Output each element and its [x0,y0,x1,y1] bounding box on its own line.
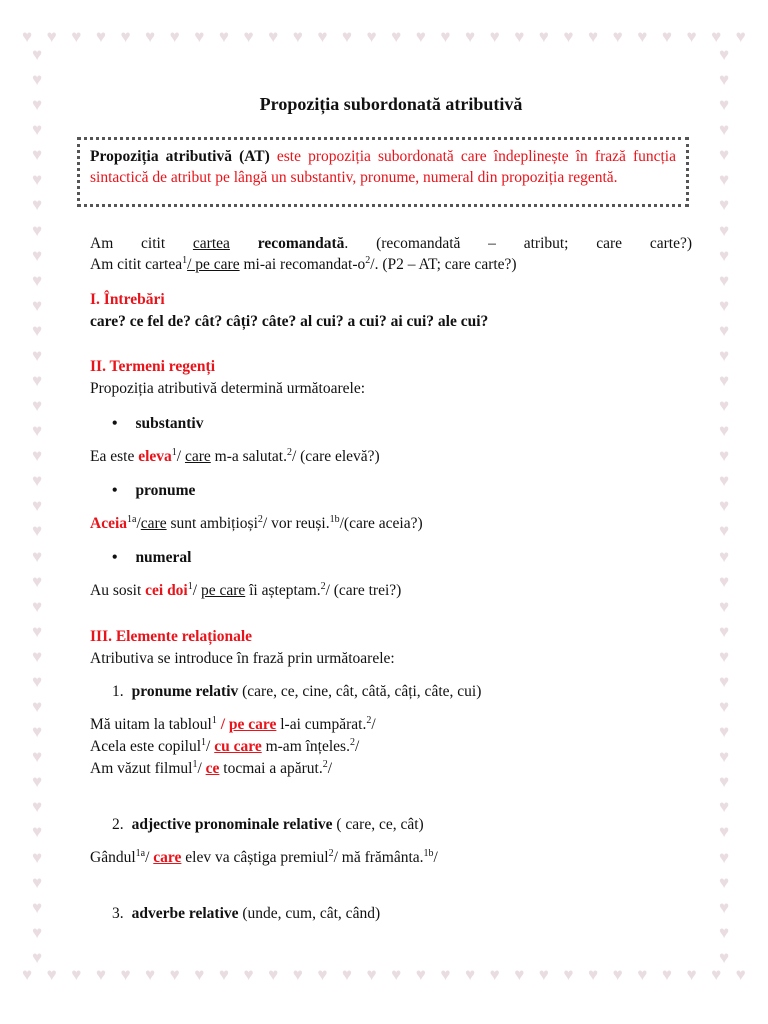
numbered-item-1: 1. pronume relativ (care, ce, cine, cât, câtă, câți, câte, cui) [112,683,482,700]
heart-icon: ♥ [32,546,43,566]
numbered-item-3: 3. adverbe relative (unde, cum, cât, când) [112,905,381,922]
heart-icon: ♥ [32,120,43,140]
heart-icon: ♥ [711,965,722,984]
example-pronume: Aceia$^{1a}$/care sunt ambițioși$^2$/ vor reuși.$^{1b}$/(care aceia?) [90,514,423,532]
heart-icon: ♥ [32,947,43,967]
heart-icon: ♥ [120,965,131,984]
heart-icon: ♥ [637,27,648,46]
heart-icon: ♥ [415,27,426,46]
heart-icon: ♥ [612,27,623,46]
heart-icon: ♥ [218,965,229,984]
heart-icon: ♥ [719,245,730,265]
heart-icon: ♥ [145,965,156,984]
heart-icon: ♥ [46,965,57,984]
heart-icon: ♥ [46,27,57,46]
section-3-intro: Atributiva se introduce în frază prin următoarele: [90,650,395,667]
heart-icon: ♥ [145,27,156,46]
definition-box [77,137,689,207]
heart-icon: ♥ [391,27,402,46]
heart-icon: ♥ [719,872,730,892]
example-numeral: Au sosit cei doi$^1$/ pe care îi așteptam.$^2$/ (care trei?) [90,581,402,599]
heart-icon: ♥ [588,27,599,46]
heart-icon: ♥ [32,747,43,767]
heart-icon: ♥ [32,95,43,115]
heart-border-bottom [22,966,746,983]
heart-icon: ♥ [719,446,730,466]
heart-icon: ♥ [95,965,106,984]
heart-icon: ♥ [341,27,353,46]
heart-icon: ♥ [169,27,180,46]
heart-icon: ♥ [719,421,730,441]
heart-icon: ♥ [22,27,33,46]
heart-icon: ♥ [32,446,43,466]
heart-icon: ♥ [32,145,43,165]
heart-icon: ♥ [32,170,43,190]
relative-example-1: Mă uitam la tabloul$^1$ / pe care l-ai cumpărat.$^2$/ [90,715,376,733]
heart-icon: ♥ [32,872,43,892]
heart-icon: ♥ [32,621,43,641]
bullet-item-substantiv: • substantiv [112,415,204,432]
heart-icon: ♥ [719,797,730,817]
section-1-questions: care? ce fel de? cât? câți? câte? al cui? a cui? ai cui? ale cui? [90,313,489,330]
heart-icon: ♥ [719,747,730,767]
heart-icon: ♥ [719,947,730,967]
heart-icon: ♥ [719,471,730,491]
heart-icon: ♥ [32,70,43,90]
heart-icon: ♥ [341,965,353,984]
heart-icon: ♥ [719,396,730,416]
heart-icon: ♥ [719,195,730,215]
heart-icon: ♥ [95,27,106,46]
heart-icon: ♥ [32,897,43,917]
heart-icon: ♥ [719,596,730,616]
bullet-item-pronume: • pronume [112,482,196,499]
heart-icon: ♥ [719,170,730,190]
heart-icon: ♥ [32,471,43,491]
heart-icon: ♥ [719,897,730,917]
heart-icon: ♥ [32,270,43,290]
heart-icon: ♥ [464,965,476,984]
heart-icon: ♥ [719,671,730,691]
bullet-item-numeral: • numeral [112,549,192,566]
heart-icon: ♥ [71,27,82,46]
heart-icon: ♥ [32,521,43,541]
heart-icon: ♥ [194,965,205,984]
heart-border-right [719,46,729,966]
heart-icon: ♥ [32,320,43,340]
adjective-example: Gândul$^{1a}$/ care elev va câștiga premiul$^2$/ mă frământa.$^{1b}$/ [90,848,438,866]
section-2-heading: II. Termeni regenți [90,358,215,375]
heart-icon: ♥ [22,965,33,984]
heart-icon: ♥ [391,965,402,984]
heart-icon: ♥ [120,27,131,46]
heart-icon: ♥ [32,671,43,691]
heart-border-left [32,46,42,966]
heart-icon: ♥ [317,27,328,46]
example-line-1: Am citit cartea recomandată. (recomandată – atribut; care carte?) [90,235,692,252]
heart-icon: ♥ [366,965,377,984]
heart-icon: ♥ [719,320,730,340]
heart-icon: ♥ [719,70,730,90]
heart-icon: ♥ [489,27,500,46]
heart-icon: ♥ [366,27,377,46]
heart-icon: ♥ [32,847,43,867]
heart-icon: ♥ [268,27,279,46]
heart-icon: ♥ [489,965,500,984]
heart-icon: ♥ [719,772,730,792]
heart-icon: ♥ [32,421,43,441]
heart-icon: ♥ [719,621,730,641]
heart-icon: ♥ [719,295,730,315]
definition-text: este propoziția subordonată care îndeplinește în frază funcția sintactică de atribut pe lângă un substantiv, pronume, numeral din propoziția regentă. [90,148,676,186]
heart-icon: ♥ [612,965,623,984]
heart-icon: ♥ [719,571,730,591]
heart-icon: ♥ [32,646,43,666]
heart-icon: ♥ [268,965,279,984]
heart-icon: ♥ [32,922,43,942]
heart-icon: ♥ [514,27,525,46]
example-substantiv: Ea este eleva$^1$/ care m-a salutat.$^2$/ (care elevă?) [90,447,380,465]
heart-icon: ♥ [661,27,672,46]
heart-icon: ♥ [719,922,730,942]
heart-icon: ♥ [32,496,43,516]
section-2-intro: Propoziția atributivă determină următoarele: [90,380,366,397]
heart-icon: ♥ [32,345,43,365]
heart-icon: ♥ [32,722,43,742]
heart-icon: ♥ [292,27,303,46]
heart-icon: ♥ [719,95,730,115]
heart-icon: ♥ [719,847,730,867]
heart-icon: ♥ [719,697,730,717]
relative-example-3: Am văzut filmul$^1$/ ce tocmai a apărut.$^2$/ [90,759,333,777]
heart-icon: ♥ [637,965,648,984]
heart-icon: ♥ [194,27,205,46]
heart-icon: ♥ [735,27,746,46]
heart-icon: ♥ [32,772,43,792]
heart-icon: ♥ [719,270,730,290]
heart-icon: ♥ [719,45,730,64]
heart-icon: ♥ [563,965,574,984]
heart-icon: ♥ [686,27,697,46]
heart-icon: ♥ [169,965,180,984]
heart-icon: ♥ [440,965,451,984]
heart-icon: ♥ [588,965,599,984]
heart-icon: ♥ [32,596,43,616]
heart-icon: ♥ [32,195,43,215]
heart-icon: ♥ [514,965,525,984]
heart-icon: ♥ [32,797,43,817]
relative-example-2: Acela este copilul$^1$/ cu care m-am înțeles.$^2$/ [90,737,360,755]
heart-icon: ♥ [32,396,43,416]
heart-icon: ♥ [719,496,730,516]
heart-icon: ♥ [538,965,549,984]
heart-icon: ♥ [538,27,549,46]
heart-icon: ♥ [719,120,730,140]
heart-icon: ♥ [32,571,43,591]
heart-icon: ♥ [317,965,328,984]
heart-icon: ♥ [464,27,476,46]
heart-icon: ♥ [32,245,43,265]
heart-icon: ♥ [292,965,303,984]
heart-icon: ♥ [711,27,722,46]
heart-icon: ♥ [32,220,43,240]
page-title: Propoziția subordonată atributivă [259,94,523,114]
heart-icon: ♥ [719,145,730,165]
heart-icon: ♥ [661,965,672,984]
heart-icon: ♥ [243,27,254,46]
heart-icon: ♥ [719,822,730,842]
heart-icon: ♥ [32,697,43,717]
heart-icon: ♥ [719,722,730,742]
heart-icon: ♥ [440,27,451,46]
heart-icon: ♥ [719,546,730,566]
section-3-heading: III. Elemente relaționale [90,628,253,645]
heart-icon: ♥ [719,371,730,391]
heart-icon: ♥ [686,965,697,984]
heart-icon: ♥ [32,822,43,842]
section-1-heading: I. Întrebări [90,291,165,308]
definition-term: Propoziția atributivă (AT) [90,148,270,165]
heart-icon: ♥ [32,45,43,64]
heart-icon: ♥ [243,965,254,984]
heart-icon: ♥ [71,965,82,984]
heart-icon: ♥ [415,965,426,984]
heart-icon: ♥ [563,27,574,46]
example-line-2: Am citit cartea$^1$/ pe care mi-ai recomandat-$o^2/$. (P2 – AT; care carte?) [90,255,517,273]
heart-icon: ♥ [32,295,43,315]
heart-icon: ♥ [719,345,730,365]
heart-icon: ♥ [218,27,229,46]
heart-icon: ♥ [719,646,730,666]
heart-icon: ♥ [32,371,43,391]
heart-icon: ♥ [719,521,730,541]
numbered-item-2: 2. adjective pronominale relative ( care, ce, cât) [112,816,424,833]
heart-icon: ♥ [735,965,746,984]
heart-icon: ♥ [719,220,730,240]
heart-border-top [22,28,746,45]
